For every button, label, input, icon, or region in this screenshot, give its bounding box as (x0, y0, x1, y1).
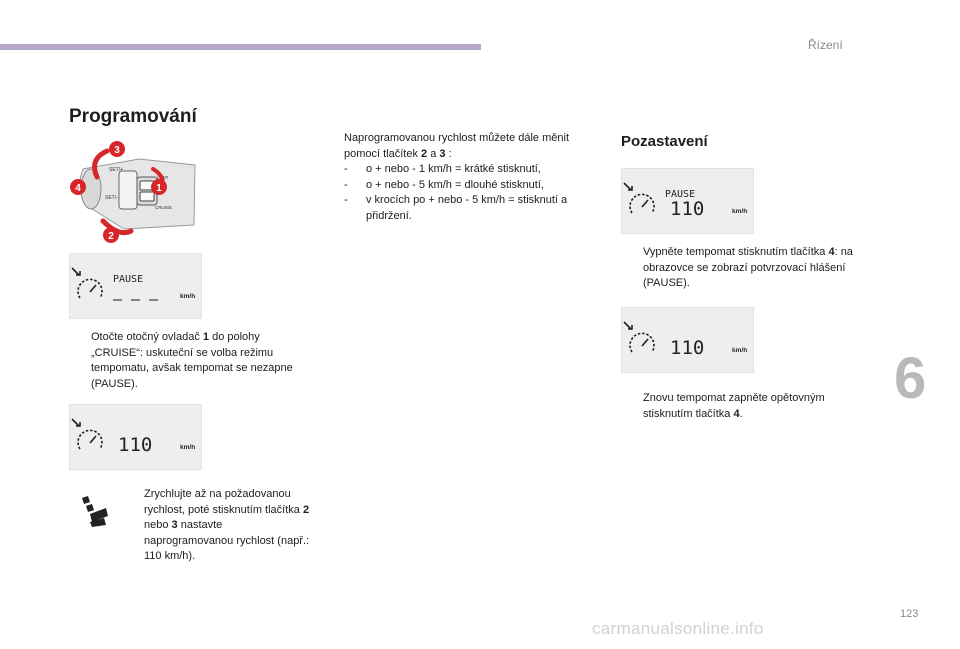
svg-text:3: 3 (114, 145, 120, 156)
step-text: Otočte otočný ovladač 1 do polohy „CRUISE“: uskuteční se volba režimu tempomatu, avšak tempomat se nezapne (PAUSE). (91, 331, 293, 390)
display-speed-110 (69, 404, 202, 470)
page-number: 123 (900, 608, 919, 620)
list-item: - o + nebo - 1 km/h = krátké stisknutí, (344, 163, 541, 175)
display-speed-text: 110 (118, 434, 153, 456)
section-label: Řízení (808, 38, 843, 52)
cruise-lever-illustration (69, 137, 202, 245)
lever-limit-label: LIMIT (157, 175, 169, 180)
speedometer-icon (72, 419, 102, 449)
callout-3 (109, 141, 125, 157)
title-programming: Programování (69, 106, 197, 127)
step-text: Zrychlujte až na požadovanou rychlost, poté stisknutím tlačítka 2 nebo 3 nastavte naprogramovanou rychlost (např.: 110 km/h). (144, 488, 310, 562)
display-pause-blank (69, 253, 202, 319)
callout-1 (151, 179, 167, 195)
speedometer-icon (624, 322, 654, 352)
display-resume-110 (621, 307, 754, 373)
lever-cruise-label: CRUISE (155, 205, 173, 210)
display-speed-text: 110 (670, 198, 705, 220)
display-status-text: PAUSE (113, 274, 144, 285)
checkbox-icon (621, 245, 643, 292)
display-status-text: PAUSE (665, 189, 696, 200)
callout-2 (103, 227, 119, 243)
callout-4 (70, 179, 86, 195)
step-pause (621, 245, 876, 292)
speedometer-icon (624, 183, 654, 213)
svg-text:4: 4 (75, 183, 81, 194)
watermark: carmanualsonline.info (592, 619, 764, 638)
checkbox-icon (122, 487, 144, 565)
display-unit-text: km/h (732, 347, 748, 354)
lever-set-minus-label: SET/- (105, 195, 118, 201)
list-item: - v krocích po + nebo - 5 km/h = stisknutí a přidržení. (344, 194, 568, 222)
chapter-number: 6 (894, 346, 927, 411)
step-text: Vypněte tempomat stisknutím tlačítka 4: na obrazovce se zobrazí potvrzovací hlášení (PAUSE). (643, 246, 853, 289)
display-unit-text: km/h (732, 208, 748, 215)
display-pause-110 (621, 168, 754, 234)
speedometer-icon (72, 268, 102, 298)
display-speed-text: – – – (113, 290, 159, 308)
display-unit-text: km/h (180, 444, 196, 451)
display-unit-text: km/h (180, 293, 196, 300)
accelerator-pedal-icon (78, 494, 110, 528)
checkbox-icon (69, 330, 91, 392)
adjust-list (344, 162, 599, 224)
header-bar (0, 44, 481, 50)
checkbox-icon (621, 391, 643, 422)
adjust-intro: Naprogramovanou rychlost můžete dále měnit pomocí tlačítek 2 a 3 : (344, 132, 570, 160)
svg-text:1: 1 (156, 183, 162, 194)
adjust-speed-section (344, 131, 599, 224)
step-accelerate (122, 487, 312, 565)
title-pause: Pozastavení (621, 133, 708, 150)
lever-set-plus-label: SET/+ (109, 167, 124, 173)
step-resume (621, 391, 876, 422)
step-text: Znovu tempomat zapněte opětovným stisknutím tlačítka 4. (643, 392, 825, 420)
svg-text:2: 2 (108, 231, 114, 242)
list-item: - o + nebo - 5 km/h = dlouhé stisknutí, (344, 178, 544, 191)
display-speed-text: 110 (670, 337, 705, 359)
step-rotate-ring (69, 330, 314, 392)
